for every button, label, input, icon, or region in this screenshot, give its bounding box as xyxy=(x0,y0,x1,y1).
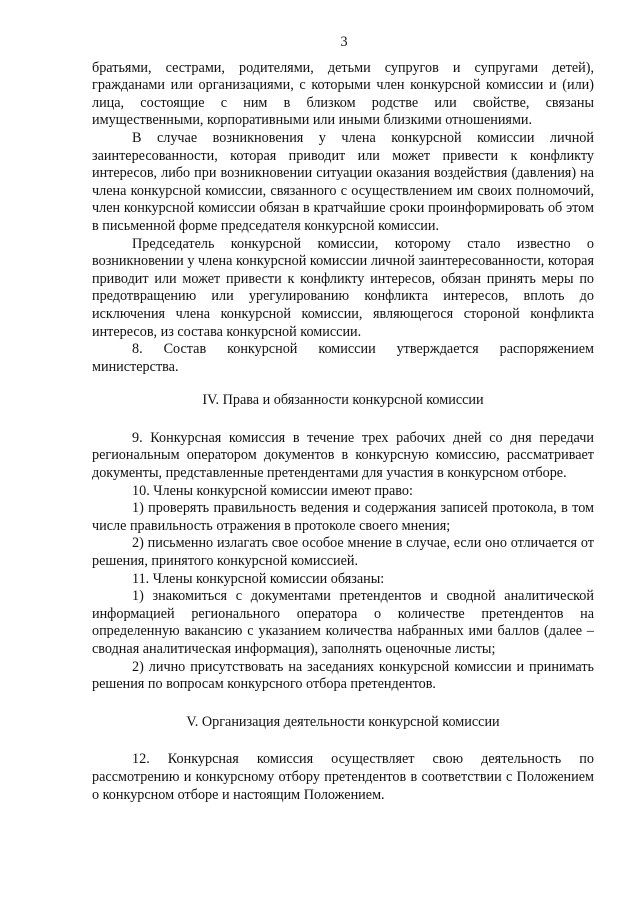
paragraph-10-item-1: 1) проверять правильность ведения и содержания записей протокола, в том числе правильность отражения в протоколе своего мнения; xyxy=(92,500,594,534)
paragraph-9: 9. Конкурсная комиссия в течение трех рабочих дней со дня передачи региональным оператором документов в конкурсную комиссию, рассматривает документы, представленные претендентами для участия в конкурсном отборе. xyxy=(92,429,594,482)
paragraph-related-persons: братьями, сестрами, родителями, детьми супругов и супругами детей), гражданами или организациями, с которыми член конкурсной комиссии и (или) лица, состоящие с ним в близком родстве или свойстве, связаны имущественными, корпоративными или иными близкими отношениями. xyxy=(92,59,594,129)
paragraph-10-item-2: 2) письменно излагать свое особое мнение в случае, если оно отличается от решения, принятого конкурсной комиссией. xyxy=(92,535,594,570)
paragraph-11-item-2: 2) лично присутствовать на заседаниях конкурсной комиссии и принимать решения по вопросам конкурсного отбора претендентов. xyxy=(92,658,594,693)
section-heading-iv: IV. Права и обязанности конкурсной комиссии xyxy=(202,392,484,409)
paragraph-10: 10. Члены конкурсной комиссии имеют право: xyxy=(132,482,413,499)
section-heading-v: V. Организация деятельности конкурсной комиссии xyxy=(186,713,500,730)
page-number: 3 xyxy=(340,34,348,50)
paragraph-12: 12. Конкурсная комиссия осуществляет свою деятельность по рассмотрению и конкурсному отбору претендентов в соответствии с Положением о конкурсном отборе и настоящим Положением. xyxy=(92,751,594,803)
paragraph-11: 11. Члены конкурсной комиссии обязаны: xyxy=(132,570,385,587)
paragraph-11-item-1: 1) знакомиться с документами претендентов и сводной аналитической информацией регионального оператора о количестве претендентов на определенную вакансию с указанием количества набранных ими баллов (далее – сводная аналитическая информация), заполнять оценочные листы; xyxy=(92,588,594,657)
paragraph-conflict-notification: В случае возникновения у члена конкурсной комиссии личной заинтересованности, которая приводит или может привести к конфликту интересов, либо при возникновении ситуации оказания воздействия (давления) на члена конкурсной комиссии, связанного с осуществлением им своих полномочий, член конкурсной комиссии обязан в кратчайшие сроки проинформировать об этом в письменной форме председателя конкурсной комиссии. xyxy=(92,129,594,234)
paragraph-8: 8. Состав конкурсной комиссии утверждается распоряжением министерства. xyxy=(92,341,594,375)
paragraph-chairman-measures: Председатель конкурсной комиссии, которому стало известно о возникновении у члена конкурсной комиссии личной заинтересованности, которая приводит или может привести к конфликту интересов, обязан принять меры по предотвращению или урегулированию конфликта интересов, вплоть до исключения члена конкурсной комиссии, являющегося стороной конфликта интересов, из состава конкурсной комиссии. xyxy=(92,235,594,340)
